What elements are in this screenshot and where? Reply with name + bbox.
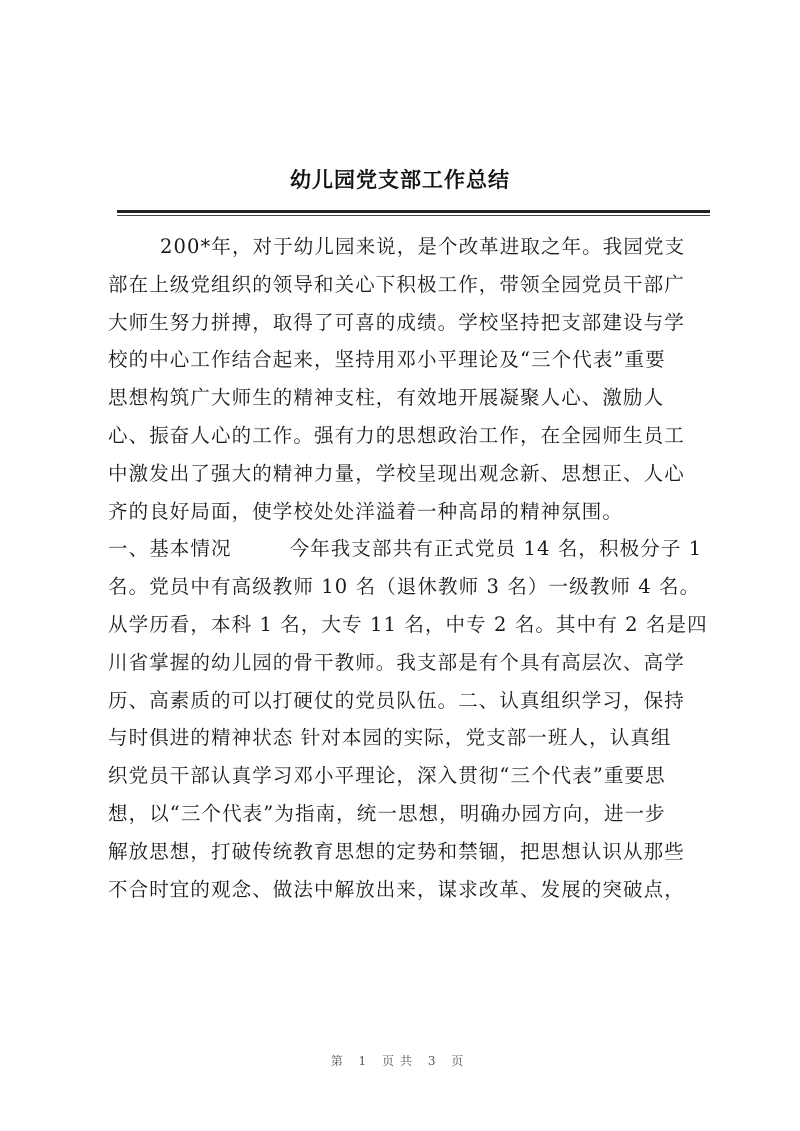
section-heading: 一、基本情况 — [108, 537, 232, 561]
body-text — [108, 228, 708, 908]
section-text: 今年我支部共有正式党员 14 名，积极分子 1 — [289, 537, 703, 561]
text-line: 齐的良好局面，使学校处处洋溢着一种高昂的精神氛围。 — [108, 499, 624, 523]
text-line: 织党员干部认真学习邓小平理论，深入贯彻“三个代表”重要思 — [108, 764, 666, 788]
text-line: 想，以“三个代表”为指南，统一思想，明确办园方向，进一步 — [108, 801, 666, 825]
page-title: 幼儿园党支部工作总结 — [290, 167, 510, 192]
page-number-footer: 第 1 页共 3 页 — [330, 1054, 470, 1068]
text-line: 思想构筑广大师生的精神支柱，有效地开展凝聚人心、激励人 — [108, 386, 665, 410]
text-line: 部在上级党组织的领导和关心下积极工作，带领全园党员干部广 — [108, 272, 685, 296]
title-underline-thick — [117, 210, 710, 213]
text-line: 大师生努力拼搏，取得了可喜的成绩。学校坚持把支部建设与学 — [108, 310, 685, 334]
text-line: 川省掌握的幼儿园的骨干教师。我支部是有个具有高层次、高学 — [108, 650, 685, 674]
text-line-section-heading — [108, 530, 708, 568]
text-line: 从学历看，本科 1 名，大专 11 名，中专 2 名。其中有 2 名是四 — [108, 612, 708, 636]
text-line: 不合时宜的观念、做法中解放出来，谋求改革、发展的突破点， — [108, 877, 685, 901]
text-line: 心、振奋人心的工作。强有力的思想政治工作，在全园师生员工 — [108, 423, 685, 447]
text-line: 名。党员中有高级教师 10 名（退休教师 3 名）一级教师 4 名。 — [108, 575, 701, 599]
text-line: 历、高素质的可以打硬仗的党员队伍。二、认真组织学习，保持 — [108, 688, 685, 712]
title-underline-thin — [117, 215, 710, 216]
text-line: 200*年，对于幼儿园来说，是个改革进取之年。我园党支 — [160, 235, 686, 258]
text-line: 解放思想，打破传统教育思想的定势和禁锢，把思想认识从那些 — [108, 839, 685, 863]
text-line: 校的中心工作结合起来，坚持用邓小平理论及“三个代表”重要 — [108, 348, 666, 372]
text-line: 与时俱进的精神状态 针对本园的实际，党支部一班人，认真组 — [108, 726, 672, 750]
text-line: 中激发出了强大的精神力量，学校呈现出观念新、思想正、人心 — [108, 461, 685, 485]
